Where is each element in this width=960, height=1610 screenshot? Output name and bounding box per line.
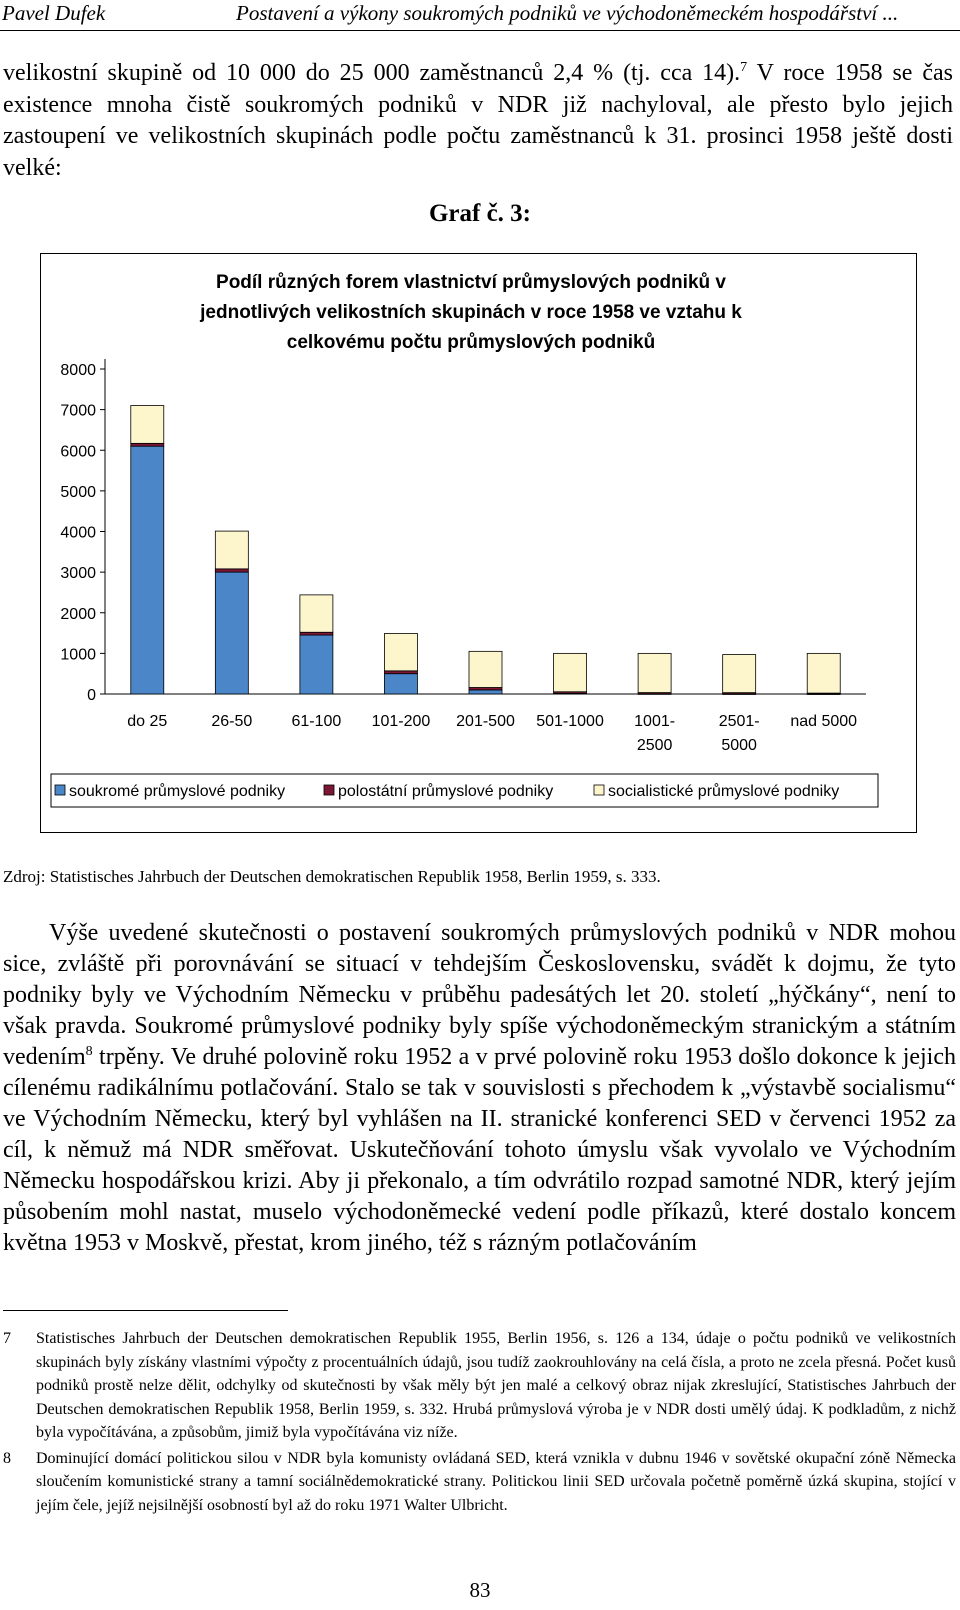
- legend-label: soukromé průmyslové podniky: [69, 783, 286, 800]
- bar-segment-private: [215, 572, 248, 694]
- bar-segment-socialist: [807, 653, 840, 693]
- intro-text-1: velikostní skupině od 10 000 do 25 000 zaměstnanců 2,4 % (tj. cca 14).: [3, 60, 741, 86]
- x-category-label: 201-500: [456, 713, 515, 730]
- x-category-label: do 25: [127, 713, 168, 730]
- x-category-label: 61-100: [291, 713, 342, 730]
- footnote-8: [3, 1447, 956, 1518]
- bar-segment-semi-state: [300, 632, 333, 635]
- bar-segment-semi-state: [215, 569, 248, 572]
- bar-segment-socialist: [215, 531, 248, 569]
- legend-swatch: [324, 785, 334, 795]
- chart-title-line: Podíl různých forem vlastnictví průmyslových podniků v: [216, 272, 726, 293]
- footnote-ref-7[interactable]: 7: [740, 60, 748, 75]
- bar-segment-socialist: [554, 653, 587, 691]
- x-category-label: 2501-: [718, 713, 760, 730]
- footnote-number: 7: [3, 1330, 11, 1347]
- x-category-label: 26-50: [211, 713, 253, 730]
- bar-segment-private: [300, 635, 333, 694]
- intro-paragraph: [3, 58, 953, 184]
- legend-label: polostátní průmyslové podniky: [338, 783, 554, 800]
- chart-frame: [40, 253, 917, 833]
- bar-segment-semi-state: [384, 671, 417, 674]
- x-category-label: 1001-: [634, 713, 676, 730]
- page-header: [0, 0, 960, 31]
- footnote-text: Statistisches Jahrbuch der Deutschen demokratischen Republik 1955, Berlin 1956, s. 126 a 134, údaje o počtu podniků ve velikostních skupinách byly získány vlastními výpočty z procentuálních údajů, jsou tudíž zaokrouhlovány na celá čísla, a proto ne zcela přesná. Počet kusů podniků prostě nelze dělit, odchylky od skutečnosti by však měly být jen malé a celkový obraz nijak zkreslující, Statistisches Jahrbuch der Deutschen demokratischen Republik 1958, Berlin 1959, s. 332. Hrubá průmyslová výroba je v NDR dosti umělý údaj. K podkladům, z nichž byla vypočítávána, a způsobům, jimiž byla vypočítávána viz níže.: [36, 1330, 956, 1441]
- bar-segment-private: [384, 674, 417, 694]
- x-category-label: nad 5000: [790, 713, 858, 730]
- y-tick-label: 1000: [60, 646, 96, 664]
- bar-segment-socialist: [131, 406, 164, 444]
- bar-segment-private: [469, 690, 502, 694]
- bar-segment-semi-state: [131, 443, 164, 446]
- y-tick-label: 7000: [60, 402, 96, 420]
- x-category-label: 5000: [721, 737, 757, 754]
- y-tick-label: 8000: [60, 362, 96, 379]
- chart-title-line: jednotlivých velikostních skupinách v roce 1958 ve vztahu k: [200, 302, 742, 323]
- stacked-bar-chart: [41, 254, 918, 834]
- y-tick-label: 0: [87, 687, 96, 704]
- x-category-label: 101-200: [371, 713, 431, 730]
- bar-segment-socialist: [300, 595, 333, 632]
- header-running-title: Postavení a výkony soukromých podniků ve východoněmeckém hospodářství ...: [236, 1, 899, 25]
- footnote-7: [3, 1327, 956, 1445]
- y-tick-label: 5000: [60, 483, 96, 501]
- footnote-divider: [3, 1310, 288, 1311]
- main-text-1: Výše uvedené skutečnosti o postavení soukromých průmyslových podniků v NDR mohou sice, zvláště při porovnávání se situací v tehdejším Československu, svádět k dojmu, že tyto podniky byly ve Východním Německu v průběhu padesátých let 20. století „hýčkány“, není to však pravda. Soukromé průmyslové podniky byly spíše východoněmeckým stranickým a státním vedením: [3, 920, 956, 1070]
- bar-segment-private: [131, 446, 164, 694]
- footnote-number: 8: [3, 1449, 11, 1467]
- bar-segment-socialist: [638, 653, 671, 692]
- y-tick-label: 4000: [60, 524, 96, 542]
- bar-segment-socialist: [384, 633, 417, 670]
- legend-swatch: [594, 785, 604, 795]
- x-category-label: 2500: [636, 737, 673, 754]
- bar-segment-socialist: [469, 651, 502, 687]
- figure-source: Zdroj: Statistisches Jahrbuch der Deutschen demokratischen Republik 1958, Berlin 1959, s. 333.: [3, 867, 661, 886]
- footnotes: [3, 1327, 956, 1519]
- bar-segment-socialist: [723, 655, 756, 693]
- figure-label: Graf č. 3:: [428, 200, 532, 227]
- footnote-ref-8[interactable]: 8: [85, 1044, 93, 1059]
- chart-title-line: celkovému počtu průmyslových podniků: [286, 332, 656, 353]
- y-tick-label: 6000: [60, 443, 96, 461]
- x-category-label: 501-1000: [536, 713, 604, 730]
- legend-label: socialistické průmyslové podniky: [608, 783, 840, 800]
- header-author: Pavel Dufek: [2, 1, 106, 25]
- legend-swatch: [55, 785, 65, 795]
- main-text-2: trpěny. Ve druhé polovině roku 1952 a v prvé polovině roku 1953 došlo dokonce k jejich cílenému radikálnímu potlačování. Stalo se tak v souvislosti s přechodem k „výstavbě socialismu“ ve Východním Německu, který byl vyhlášen na II. stranické konferenci SED v červenci 1952 za cíl, k němuž má NDR směřovat. Uskutečňování tohoto úmyslu však vyvolalo ve Východním Německu hospodářskou krizi. Aby ji překonalo, a tím odvrátilo rozpad samotné NDR, který jejím působením mohl nastat, muselo východoněmecké vedení podle příkazů, které dostalo koncem května 1953 v Moskvě, přestat, krom jiného, též s rázným potlačováním: [3, 1044, 956, 1256]
- y-tick-label: 3000: [60, 565, 96, 583]
- page-number: 83: [469, 1578, 491, 1602]
- footnote-text: Dominující domácí politickou silou v NDR byla komunisty ovládaná SED, která vznikla v dubnu 1946 v sovětské okupační zóně Německa sloučením komunistické strany a tamní sociálnědemokratické strany. Politickou linii SED určovala početně poměrně úzká skupina, stojící v jejím čele, jejíž nejsilnější osobností byl až do roku 1971 Walter Ulbricht.: [36, 1449, 956, 1514]
- intro-text-2: V roce 1958 se čas existence mnoha čistě soukromých podniků v NDR již nachyloval, ale přesto bylo jejich zastoupení ve velikostních skupinách podle počtu zaměstnanců k 31. prosinci 1958 ještě dosti velké:: [3, 60, 954, 181]
- main-paragraph: [3, 918, 956, 1259]
- y-tick-label: 2000: [60, 605, 96, 623]
